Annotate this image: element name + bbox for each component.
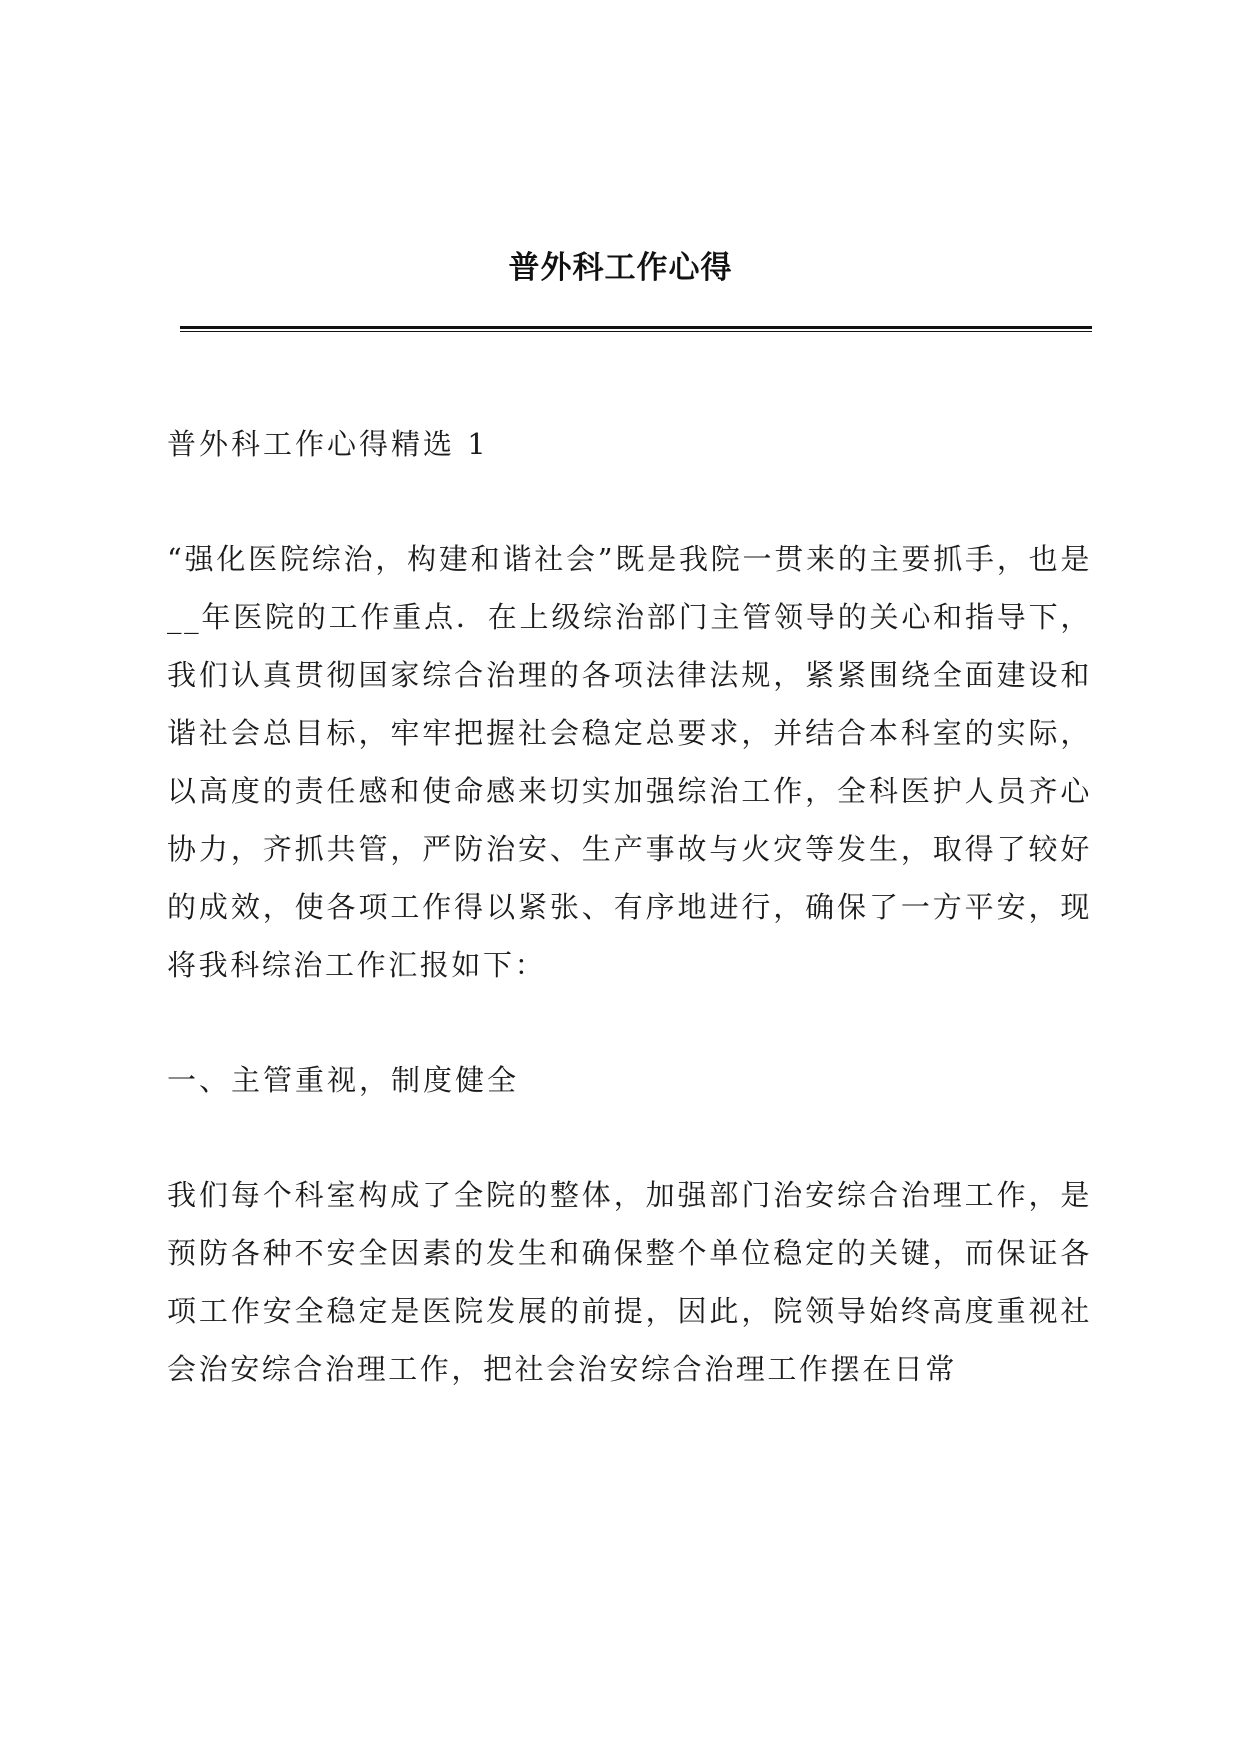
title-rule-thin-line	[180, 331, 1092, 332]
title-rule-thick-line	[180, 326, 1092, 329]
title-double-rule	[180, 326, 1092, 333]
subheading: 普外科工作心得精选 1	[167, 427, 489, 461]
paragraph-section-1: 我们每个科室构成了全院的整体，加强部门治安综合治理工作，是预防各种不安全因素的发生和确保整个单位稳定的关键，而保证各项工作安全稳定是医院发展的前提，因此，院领导始终高度重视社会治安综合治理工作，把社会治安综合治理工作摆在日常	[167, 1178, 1092, 1386]
document-title: 普外科工作心得	[508, 250, 733, 286]
document-body	[167, 415, 1092, 1398]
paragraph-intro: “强化医院综治，构建和谐社会”既是我院一贯来的主要抓手，也是__年医院的工作重点．在上级综治部门主管领导的关心和指导下，我们认真贯彻国家综合治理的各项法律法规，紧紧围绕全面建设和谐社会总目标，牢牢把握社会稳定总要求，并结合本科室的实际，以高度的责任感和使命感来切实加强综治工作，全科医护人员齐心协力，齐抓共管，严防治安、生产事故与火灾等发生，取得了较好的成效，使各项工作得以紧张、有序地进行，确保了一方平安，现将我科综治工作汇报如下：	[167, 542, 1092, 982]
section-heading-1: 一、主管重视，制度健全	[167, 1063, 520, 1097]
